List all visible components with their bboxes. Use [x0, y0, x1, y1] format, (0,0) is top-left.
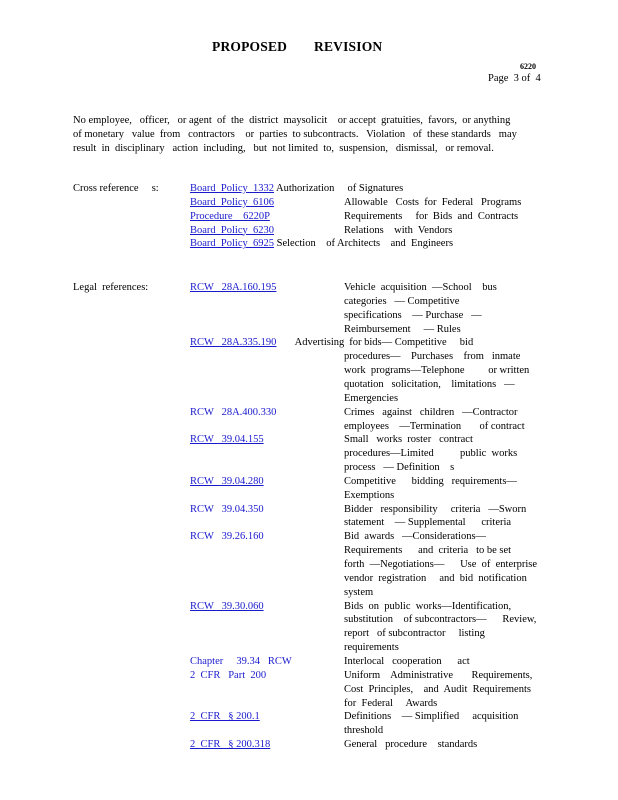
legal-reference-description-line: Competitive bidding requirements—	[344, 475, 517, 487]
legal-reference-description-line: report of subcontractor listing	[344, 628, 485, 640]
cross-reference-label: Cross reference s:	[73, 183, 159, 194]
legal-reference-description-line: for Federal Awards	[344, 697, 438, 709]
cross-reference-link[interactable]: Board Policy 6230	[190, 224, 274, 236]
cross-reference-link[interactable]: Board Policy 6925	[190, 238, 274, 250]
legal-reference-description-line: Reimbursement — Rules	[344, 323, 461, 335]
legal-reference-link[interactable]: RCW 39.04.155	[190, 434, 264, 446]
legal-reference-description-line: Bids on public works—Identification,	[344, 600, 512, 612]
legal-reference-description-line: forth —Negotiations— Use of enterprise	[344, 559, 538, 570]
intro-line-3: result in disciplinary action including, but not limited to, suspension, dismissal, or removal.	[73, 143, 494, 154]
legal-reference-link[interactable]: 2 CFR § 200.318	[190, 739, 271, 751]
legal-reference-description-line: threshold	[344, 725, 384, 737]
legal-reference-description-line: Crimes against children —Contractor	[344, 406, 518, 418]
legal-reference-description-line: requirements	[344, 642, 399, 654]
legal-reference-link[interactable]: RCW 39.30.060	[190, 600, 264, 612]
legal-reference-description-line: procedures—Limited public works	[344, 448, 518, 460]
legal-reference-description-line: Vehicle acquisition —School bus	[344, 282, 497, 293]
legal-reference-description-line: vendor registration and bid notification	[344, 572, 527, 584]
legal-reference-description-line: Definitions — Simplified acquisition	[344, 711, 519, 723]
legal-reference-description-line: specifications — Purchase —	[344, 309, 482, 321]
legal-reference-link[interactable]: Chapter 39.34 RCW	[190, 655, 292, 667]
legal-reference-description-line: Bidder responsibility criteria —Sworn	[344, 503, 527, 515]
legal-reference-description-line: for bids— Competitive bid	[344, 337, 474, 349]
title-proposed: PROPOSED	[212, 39, 288, 54]
legal-reference-description-line: Uniform Administrative Requirements,	[344, 669, 533, 681]
legal-reference-description-line: Interlocal cooperation act	[344, 655, 470, 667]
legal-reference-link[interactable]: RCW 28A.160.195	[190, 282, 277, 293]
legal-reference-description-line: system	[344, 586, 374, 598]
policy-number: 6220	[520, 62, 536, 71]
legal-reference-description-line: employees —Termination of contract	[344, 420, 525, 432]
legal-reference-link[interactable]: RCW 39.04.280	[190, 475, 264, 487]
cross-reference-inline-title: Authorization of Signatures	[274, 183, 404, 194]
legal-reference-link[interactable]: RCW 39.04.350	[190, 503, 264, 515]
legal-reference-description-line: Emergencies	[344, 392, 399, 404]
legal-reference-description-line: quotation solicitation, limitations —	[344, 378, 515, 390]
legal-reference-description-line: Bid awards —Considerations—	[344, 531, 487, 543]
legal-reference-description-line: substitution of subcontractors— Review,	[344, 614, 537, 626]
page-number: Page 3 of 4	[488, 73, 541, 84]
legal-reference-description-line: Cost Principles, and Audit Requirements	[344, 683, 531, 695]
legal-reference-description-line: Small works roster contract	[344, 434, 473, 446]
legal-reference-description-line: Exemptions	[344, 489, 395, 501]
legal-reference-link[interactable]: 2 CFR Part 200	[190, 669, 267, 681]
legal-reference-link[interactable]: RCW 28A.400.330	[190, 406, 277, 418]
legal-reference-description-line: process — Definition s	[344, 462, 455, 474]
legal-references-label: Legal references:	[73, 282, 149, 293]
intro-line-1: No employee, officer, or agent of the district maysolicit or accept gratuities, favors, or anything	[73, 115, 511, 126]
legal-reference-description-line: work programs—Telephone or written	[344, 365, 530, 377]
legal-reference-link[interactable]: RCW 39.26.160	[190, 531, 264, 543]
legal-reference-inline-title: Advertising	[290, 337, 345, 349]
cross-reference-title: Allowable Costs for Federal Programs	[344, 196, 522, 208]
legal-reference-description-line: General procedure standards	[344, 739, 478, 751]
legal-reference-link[interactable]: RCW 28A.335.190	[190, 337, 277, 349]
cross-reference-title: Requirements for Bids and Contracts	[344, 210, 519, 222]
legal-reference-description-line: statement — Supplemental criteria	[344, 517, 512, 529]
cross-reference-title: Relations with Vendors	[344, 224, 453, 236]
title-revision: REVISION	[314, 39, 383, 54]
cross-reference-inline-title: Selection of Architects and Engineers	[274, 238, 454, 250]
legal-reference-description-line: categories — Competitive	[344, 295, 460, 307]
cross-reference-link[interactable]: Board Policy 6106	[190, 196, 274, 208]
cross-reference-link[interactable]: Procedure 6220P	[190, 210, 270, 222]
intro-line-2: of monetary value from contractors or parties to subcontracts. Violation of these standards may	[73, 129, 517, 140]
cross-reference-link[interactable]: Board Policy 1332	[190, 183, 274, 194]
legal-reference-description-line: Requirements and criteria to be set	[344, 545, 512, 557]
legal-reference-description-line: procedures— Purchases from inmate	[344, 351, 521, 363]
legal-reference-link[interactable]: 2 CFR § 200.1	[190, 711, 260, 723]
